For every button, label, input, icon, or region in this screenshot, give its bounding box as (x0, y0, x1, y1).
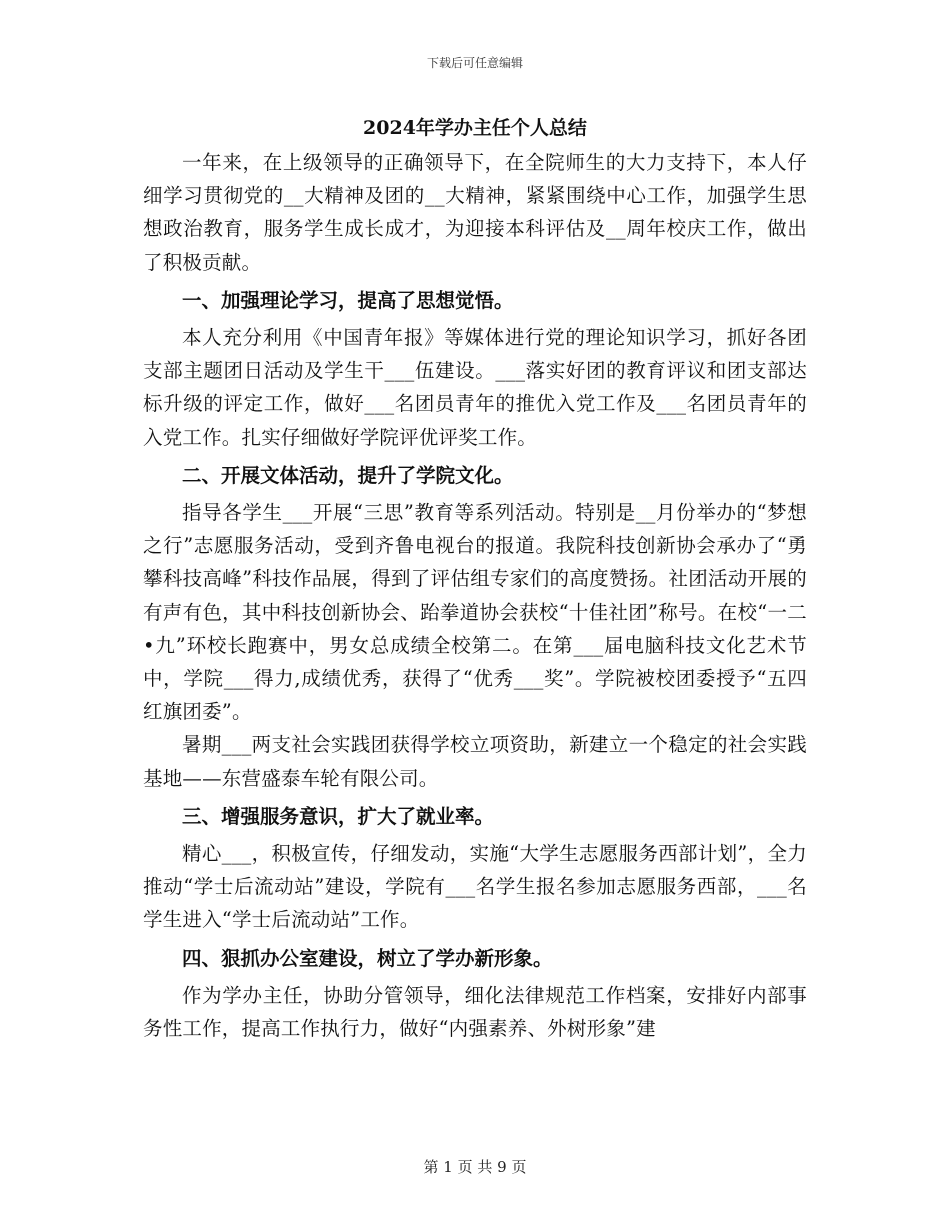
section-heading-4: 四、狠抓办公室建设，树立了学办新形象。 (182, 946, 553, 970)
paragraph-cultural-activities: 指导各学生___开展“三思”教育等系列活动。特别是__月份举办的“梦想之行”志愿服务活动，受到齐鲁电视台的报道。我院科技创新协会承办了“勇攀科技高峰”科技作品展，得到了评估组专家们的高度赞扬。社团活动开展的有声有色，其中科技创新协会、跆拳道协会获校“十佳社团”称号。在校“一二•九”环校长跑赛中，男女总成绩全校第二。在第___届电脑科技文化艺术节中，学院___得力,成绩优秀，获得了“优秀___奖”。学院被校团委授予“五四红旗团委”。 (143, 501, 807, 724)
section-heading-2: 二、开展文体活动，提升了学院文化。 (182, 463, 514, 487)
document-title: 2024年学办主任个人总结 (363, 117, 587, 139)
header-note: 下载后可任意编辑 (426, 56, 523, 70)
paragraph-intro: 一年来，在上级领导的正确领导下，在全院师生的大力支持下，本人仔细学习贯彻党的__大精神及团的__大精神，紧紧围绕中心工作，加强学生思想政治教育，服务学生成长成才，为迎接本科评估及__周年校庆工作，做出了积极贡献。 (143, 151, 807, 274)
section-heading-3: 三、增强服务意识，扩大了就业率。 (182, 804, 495, 828)
section-heading-1: 一、加强理论学习，提高了思想觉悟。 (182, 288, 514, 312)
paragraph-theory-study: 本人充分利用《中国青年报》等媒体进行党的理论知识学习，抓好各团支部主题团日活动及学生干___伍建设。___落实好团的教育评议和团支部达标升级的评定工作，做好___名团员青年的推优入党工作及___名团员青年的入党工作。扎实仔细做好学院评优评奖工作。 (143, 326, 807, 449)
document-body (143, 112, 807, 1045)
paragraph-summer-practice: 暑期___两支社会实践团获得学校立项资助，新建立一个稳定的社会实践基地——东营盛泰车轮有限公司。 (143, 733, 807, 790)
paragraph-employment: 精心___，积极宣传，仔细发动，实施“大学生志愿服务西部计划”，全力推动“学士后流动站”建设，学院有___名学生报名参加志愿服务西部，___名学生进入“学士后流动站”工作。 (143, 842, 807, 932)
paragraph-office-building: 作为学办主任，协助分管领导，细化法律规范工作档案，安排好内部事务性工作，提高工作执行力，做好“内强素养、外树形象”建 (143, 983, 807, 1041)
page-footer: 第 1 页 共 9 页 (423, 1158, 527, 1176)
